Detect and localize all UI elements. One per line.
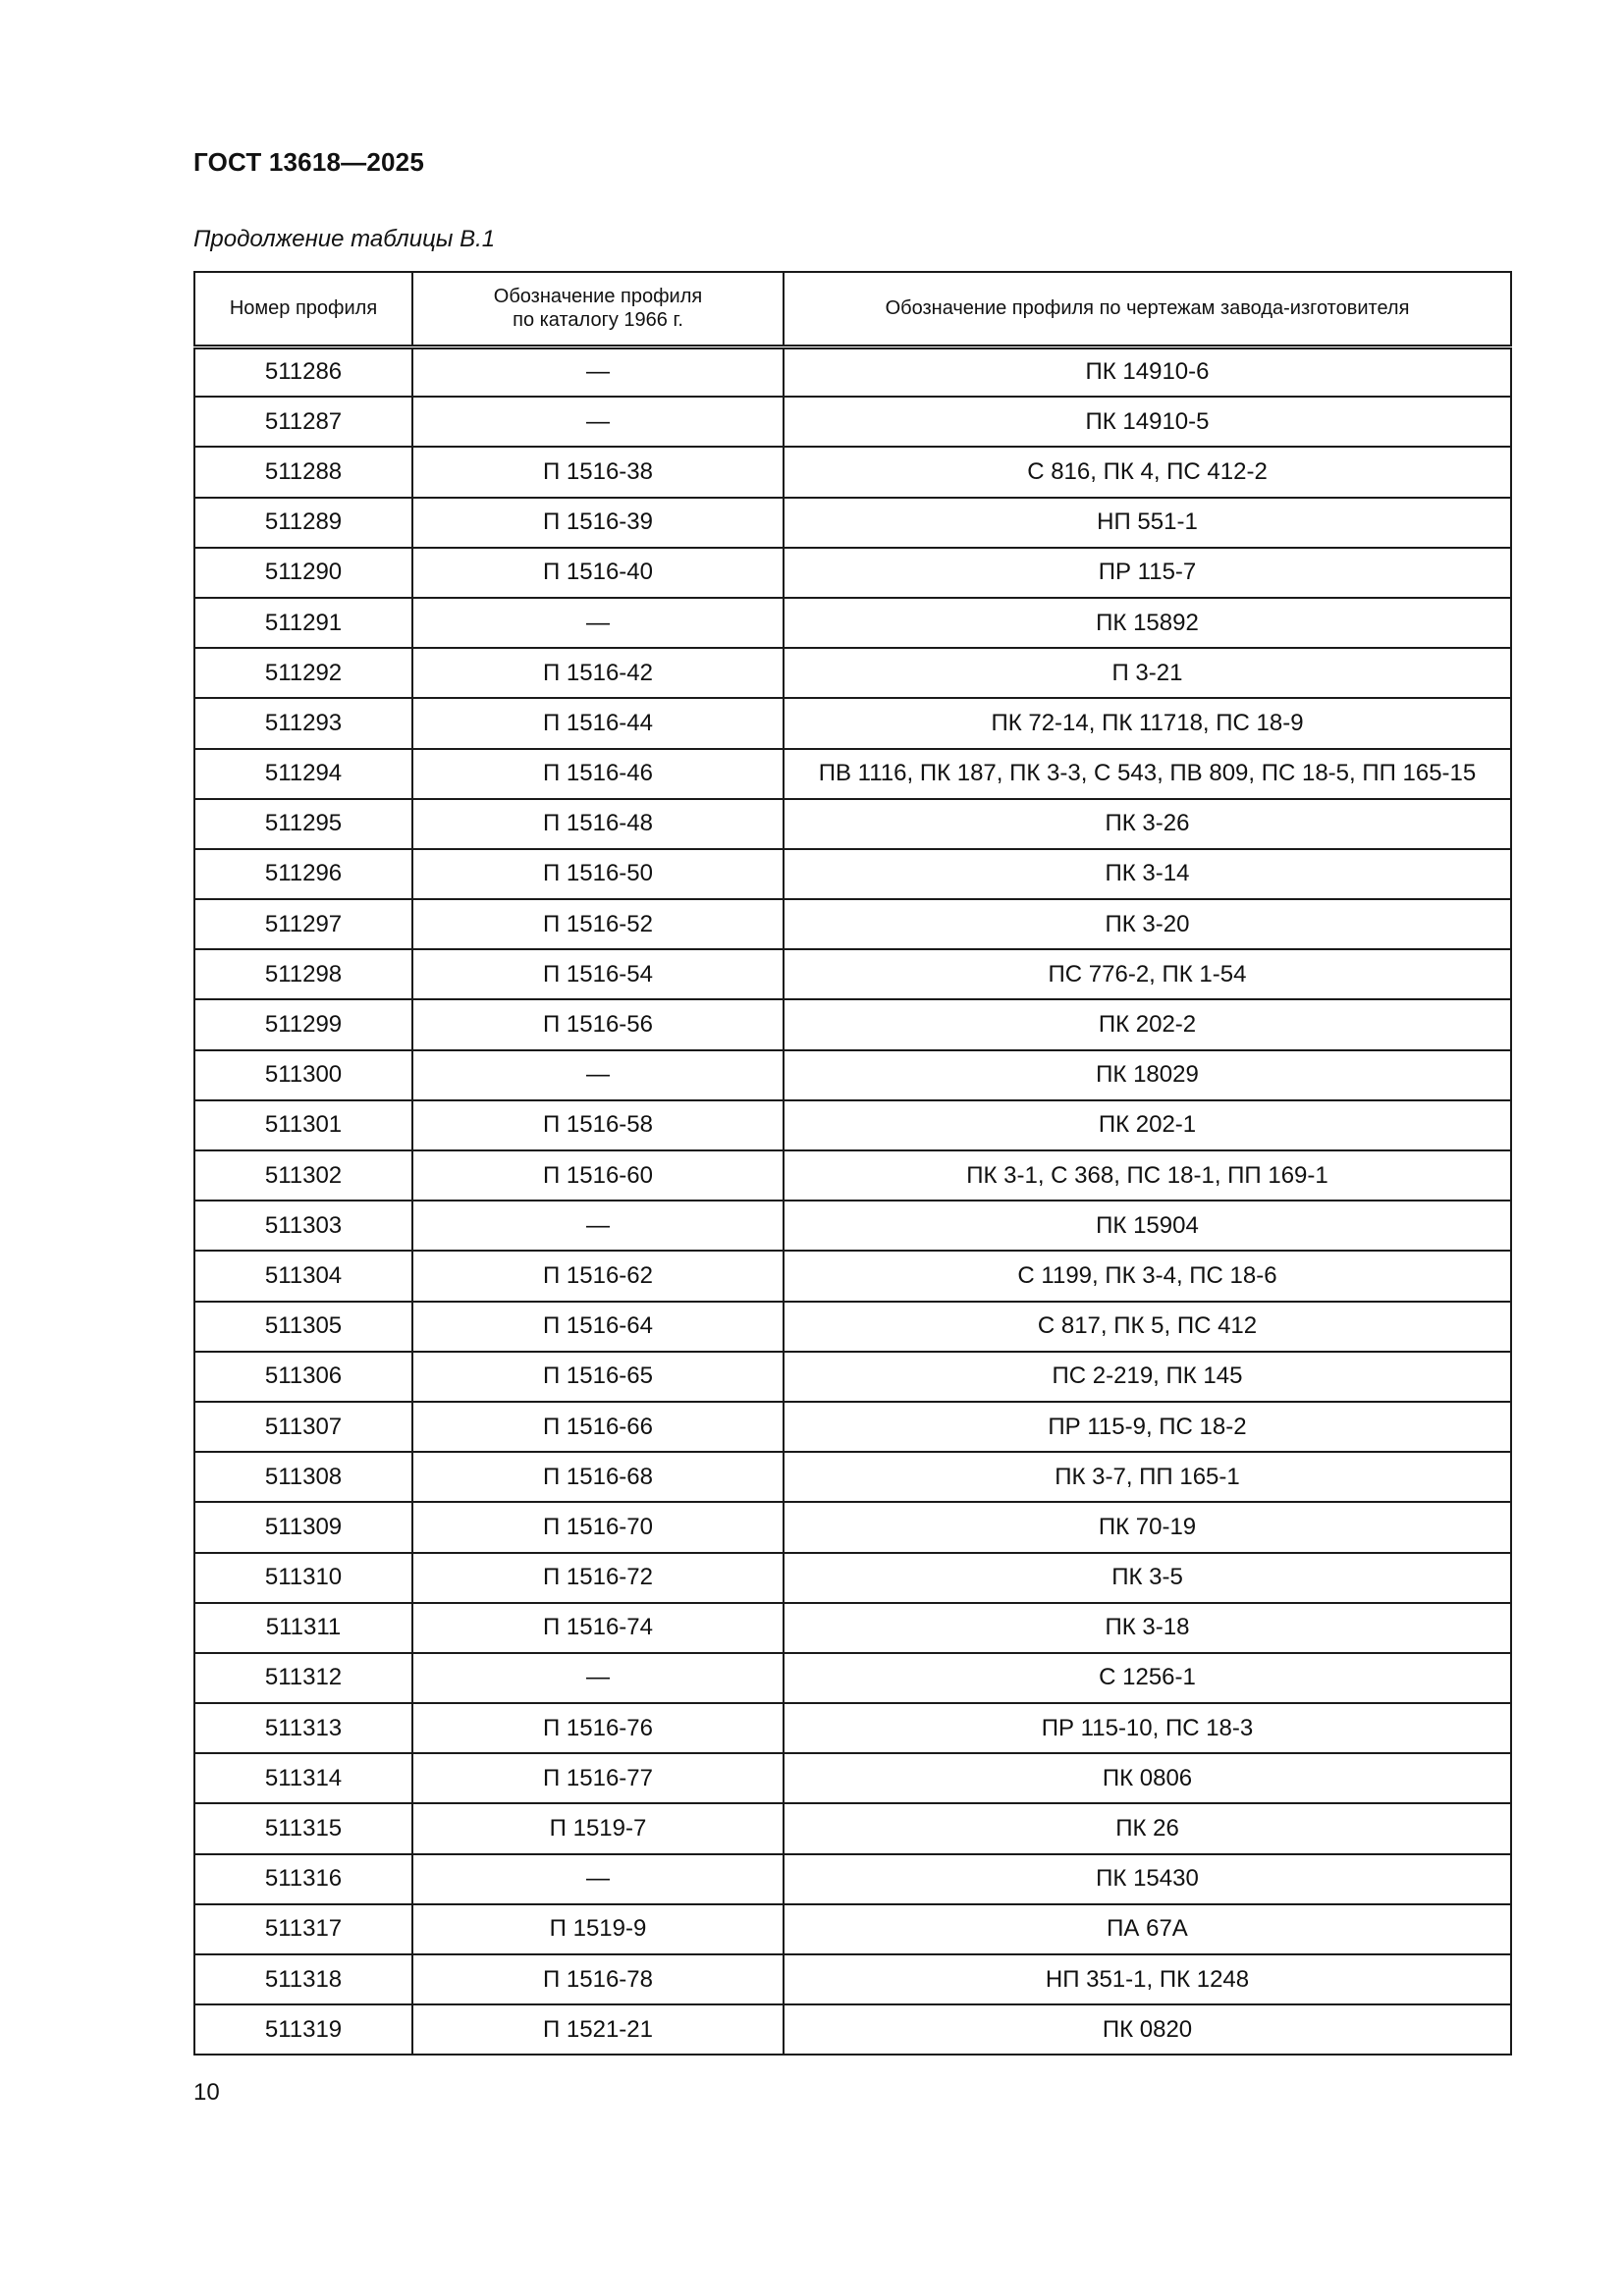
cell-factory-designation: ПК 15430 xyxy=(784,1854,1511,1904)
column-header-catalog-1966: Обозначение профиля по каталогу 1966 г. xyxy=(412,272,784,347)
cell-catalog-1966: П 1519-9 xyxy=(412,1904,784,1954)
table-row xyxy=(194,949,1511,999)
cell-catalog-1966: П 1516-64 xyxy=(412,1302,784,1352)
table-row xyxy=(194,1352,1511,1402)
cell-catalog-1966: П 1516-65 xyxy=(412,1352,784,1402)
cell-profile-number: 511306 xyxy=(194,1352,412,1402)
cell-catalog-1966: П 1516-62 xyxy=(412,1251,784,1301)
cell-profile-number: 511296 xyxy=(194,849,412,899)
cell-profile-number: 511304 xyxy=(194,1251,412,1301)
cell-factory-designation: НП 551-1 xyxy=(784,498,1511,548)
cell-profile-number: 511305 xyxy=(194,1302,412,1352)
cell-profile-number: 511286 xyxy=(194,347,412,397)
cell-catalog-1966: — xyxy=(412,1050,784,1100)
cell-factory-designation: ПК 3-1, С 368, ПС 18-1, ПП 169-1 xyxy=(784,1150,1511,1201)
table-row xyxy=(194,1703,1511,1753)
cell-catalog-1966: — xyxy=(412,397,784,447)
cell-catalog-1966: П 1516-54 xyxy=(412,949,784,999)
cell-catalog-1966: П 1516-76 xyxy=(412,1703,784,1753)
cell-profile-number: 511310 xyxy=(194,1553,412,1603)
cell-catalog-1966: П 1516-46 xyxy=(412,749,784,799)
table-row xyxy=(194,598,1511,648)
cell-factory-designation: С 816, ПК 4, ПС 412-2 xyxy=(784,447,1511,497)
cell-profile-number: 511308 xyxy=(194,1452,412,1502)
cell-factory-designation: С 1256-1 xyxy=(784,1653,1511,1703)
cell-profile-number: 511301 xyxy=(194,1100,412,1150)
table-row xyxy=(194,999,1511,1049)
cell-catalog-1966: П 1516-72 xyxy=(412,1553,784,1603)
table-row xyxy=(194,1201,1511,1251)
table-row xyxy=(194,1251,1511,1301)
cell-catalog-1966: П 1516-38 xyxy=(412,447,784,497)
cell-factory-designation: ПВ 1116, ПК 187, ПК 3-3, С 543, ПВ 809, ПС 18-5, ПП 165-15 xyxy=(784,749,1511,799)
table-row xyxy=(194,1452,1511,1502)
cell-catalog-1966: П 1516-60 xyxy=(412,1150,784,1201)
table-row xyxy=(194,749,1511,799)
cell-factory-designation: С 817, ПК 5, ПС 412 xyxy=(784,1302,1511,1352)
cell-factory-designation: ПС 2-219, ПК 145 xyxy=(784,1352,1511,1402)
table-row xyxy=(194,1050,1511,1100)
cell-factory-designation: ПК 15904 xyxy=(784,1201,1511,1251)
cell-factory-designation: ПК 14910-5 xyxy=(784,397,1511,447)
cell-catalog-1966: — xyxy=(412,1854,784,1904)
cell-catalog-1966: П 1516-42 xyxy=(412,648,784,698)
cell-factory-designation: П 3-21 xyxy=(784,648,1511,698)
cell-profile-number: 511315 xyxy=(194,1803,412,1853)
cell-catalog-1966: — xyxy=(412,347,784,397)
cell-factory-designation: ПС 776-2, ПК 1-54 xyxy=(784,949,1511,999)
cell-catalog-1966: П 1516-39 xyxy=(412,498,784,548)
cell-catalog-1966: П 1516-78 xyxy=(412,1954,784,2004)
cell-profile-number: 511299 xyxy=(194,999,412,1049)
table-row xyxy=(194,648,1511,698)
table-row xyxy=(194,1150,1511,1201)
cell-profile-number: 511295 xyxy=(194,799,412,849)
cell-factory-designation: ПК 0806 xyxy=(784,1753,1511,1803)
table-row xyxy=(194,1803,1511,1853)
cell-factory-designation: ПК 0820 xyxy=(784,2004,1511,2055)
cell-factory-designation: ПК 3-18 xyxy=(784,1603,1511,1653)
table-row xyxy=(194,1753,1511,1803)
cell-factory-designation: ПР 115-10, ПС 18-3 xyxy=(784,1703,1511,1753)
cell-catalog-1966: П 1521-21 xyxy=(412,2004,784,2055)
cell-catalog-1966: П 1516-77 xyxy=(412,1753,784,1803)
table-row xyxy=(194,799,1511,849)
table-header xyxy=(194,272,1511,347)
cell-profile-number: 511316 xyxy=(194,1854,412,1904)
cell-catalog-1966: — xyxy=(412,598,784,648)
cell-profile-number: 511317 xyxy=(194,1904,412,1954)
column-header-factory-drawings: Обозначение профиля по чертежам завода-изготовителя xyxy=(784,272,1511,347)
table-row xyxy=(194,548,1511,598)
cell-factory-designation: ПК 70-19 xyxy=(784,1502,1511,1552)
cell-catalog-1966: П 1516-66 xyxy=(412,1402,784,1452)
table-row xyxy=(194,498,1511,548)
cell-factory-designation: ПК 202-2 xyxy=(784,999,1511,1049)
cell-profile-number: 511319 xyxy=(194,2004,412,2055)
cell-catalog-1966: П 1516-52 xyxy=(412,899,784,949)
cell-profile-number: 511312 xyxy=(194,1653,412,1703)
cell-catalog-1966: П 1516-56 xyxy=(412,999,784,1049)
cell-profile-number: 511294 xyxy=(194,749,412,799)
cell-catalog-1966: П 1516-48 xyxy=(412,799,784,849)
cell-profile-number: 511302 xyxy=(194,1150,412,1201)
cell-catalog-1966: П 1516-74 xyxy=(412,1603,784,1653)
cell-catalog-1966: П 1516-44 xyxy=(412,698,784,748)
table-row xyxy=(194,849,1511,899)
table-row xyxy=(194,698,1511,748)
cell-factory-designation: ПК 26 xyxy=(784,1803,1511,1853)
table-row xyxy=(194,1302,1511,1352)
table-row xyxy=(194,1100,1511,1150)
cell-factory-designation: ПК 3-7, ПП 165-1 xyxy=(784,1452,1511,1502)
table-row xyxy=(194,397,1511,447)
cell-factory-designation: НП 351-1, ПК 1248 xyxy=(784,1954,1511,2004)
cell-factory-designation: ПР 115-7 xyxy=(784,548,1511,598)
cell-profile-number: 511314 xyxy=(194,1753,412,1803)
table-header-row xyxy=(194,272,1511,347)
cell-profile-number: 511313 xyxy=(194,1703,412,1753)
cell-catalog-1966: П 1516-68 xyxy=(412,1452,784,1502)
cell-profile-number: 511311 xyxy=(194,1603,412,1653)
table-row xyxy=(194,347,1511,397)
cell-profile-number: 511291 xyxy=(194,598,412,648)
cell-factory-designation: ПК 3-20 xyxy=(784,899,1511,949)
cell-factory-designation: ПК 202-1 xyxy=(784,1100,1511,1150)
cell-factory-designation: ПК 3-14 xyxy=(784,849,1511,899)
cell-factory-designation: С 1199, ПК 3-4, ПС 18-6 xyxy=(784,1251,1511,1301)
table-row xyxy=(194,1553,1511,1603)
cell-profile-number: 511309 xyxy=(194,1502,412,1552)
cell-profile-number: 511298 xyxy=(194,949,412,999)
cell-catalog-1966: П 1519-7 xyxy=(412,1803,784,1853)
cell-profile-number: 511297 xyxy=(194,899,412,949)
cell-profile-number: 511287 xyxy=(194,397,412,447)
cell-factory-designation: ПК 3-5 xyxy=(784,1553,1511,1603)
cell-factory-designation: ПР 115-9, ПС 18-2 xyxy=(784,1402,1511,1452)
table-row xyxy=(194,1402,1511,1452)
cell-profile-number: 511289 xyxy=(194,498,412,548)
cell-catalog-1966: П 1516-58 xyxy=(412,1100,784,1150)
cell-factory-designation: ПА 67А xyxy=(784,1904,1511,1954)
page-header: ГОСТ 13618—2025 xyxy=(193,147,424,177)
cell-catalog-1966: П 1516-70 xyxy=(412,1502,784,1552)
cell-factory-designation: ПК 14910-6 xyxy=(784,347,1511,397)
table-row xyxy=(194,447,1511,497)
cell-catalog-1966: — xyxy=(412,1653,784,1703)
page-number: 10 xyxy=(193,2079,220,2106)
profile-table xyxy=(193,271,1512,2056)
cell-factory-designation: ПК 72-14, ПК 11718, ПС 18-9 xyxy=(784,698,1511,748)
cell-profile-number: 511300 xyxy=(194,1050,412,1100)
cell-profile-number: 511290 xyxy=(194,548,412,598)
table-row xyxy=(194,1904,1511,1954)
cell-factory-designation: ПК 15892 xyxy=(784,598,1511,648)
cell-catalog-1966: — xyxy=(412,1201,784,1251)
cell-profile-number: 511318 xyxy=(194,1954,412,2004)
cell-profile-number: 511307 xyxy=(194,1402,412,1452)
cell-profile-number: 511293 xyxy=(194,698,412,748)
table-row xyxy=(194,1954,1511,2004)
cell-catalog-1966: П 1516-40 xyxy=(412,548,784,598)
cell-profile-number: 511288 xyxy=(194,447,412,497)
table-row xyxy=(194,1653,1511,1703)
cell-profile-number: 511303 xyxy=(194,1201,412,1251)
table-row xyxy=(194,899,1511,949)
table-row xyxy=(194,1502,1511,1552)
table-body xyxy=(194,347,1511,2055)
column-header-profile-number: Номер профиля xyxy=(194,272,412,347)
cell-factory-designation: ПК 18029 xyxy=(784,1050,1511,1100)
cell-factory-designation: ПК 3-26 xyxy=(784,799,1511,849)
table-row xyxy=(194,2004,1511,2055)
cell-catalog-1966: П 1516-50 xyxy=(412,849,784,899)
table-caption: Продолжение таблицы В.1 xyxy=(193,226,496,252)
cell-profile-number: 511292 xyxy=(194,648,412,698)
table-row xyxy=(194,1854,1511,1904)
table-row xyxy=(194,1603,1511,1653)
